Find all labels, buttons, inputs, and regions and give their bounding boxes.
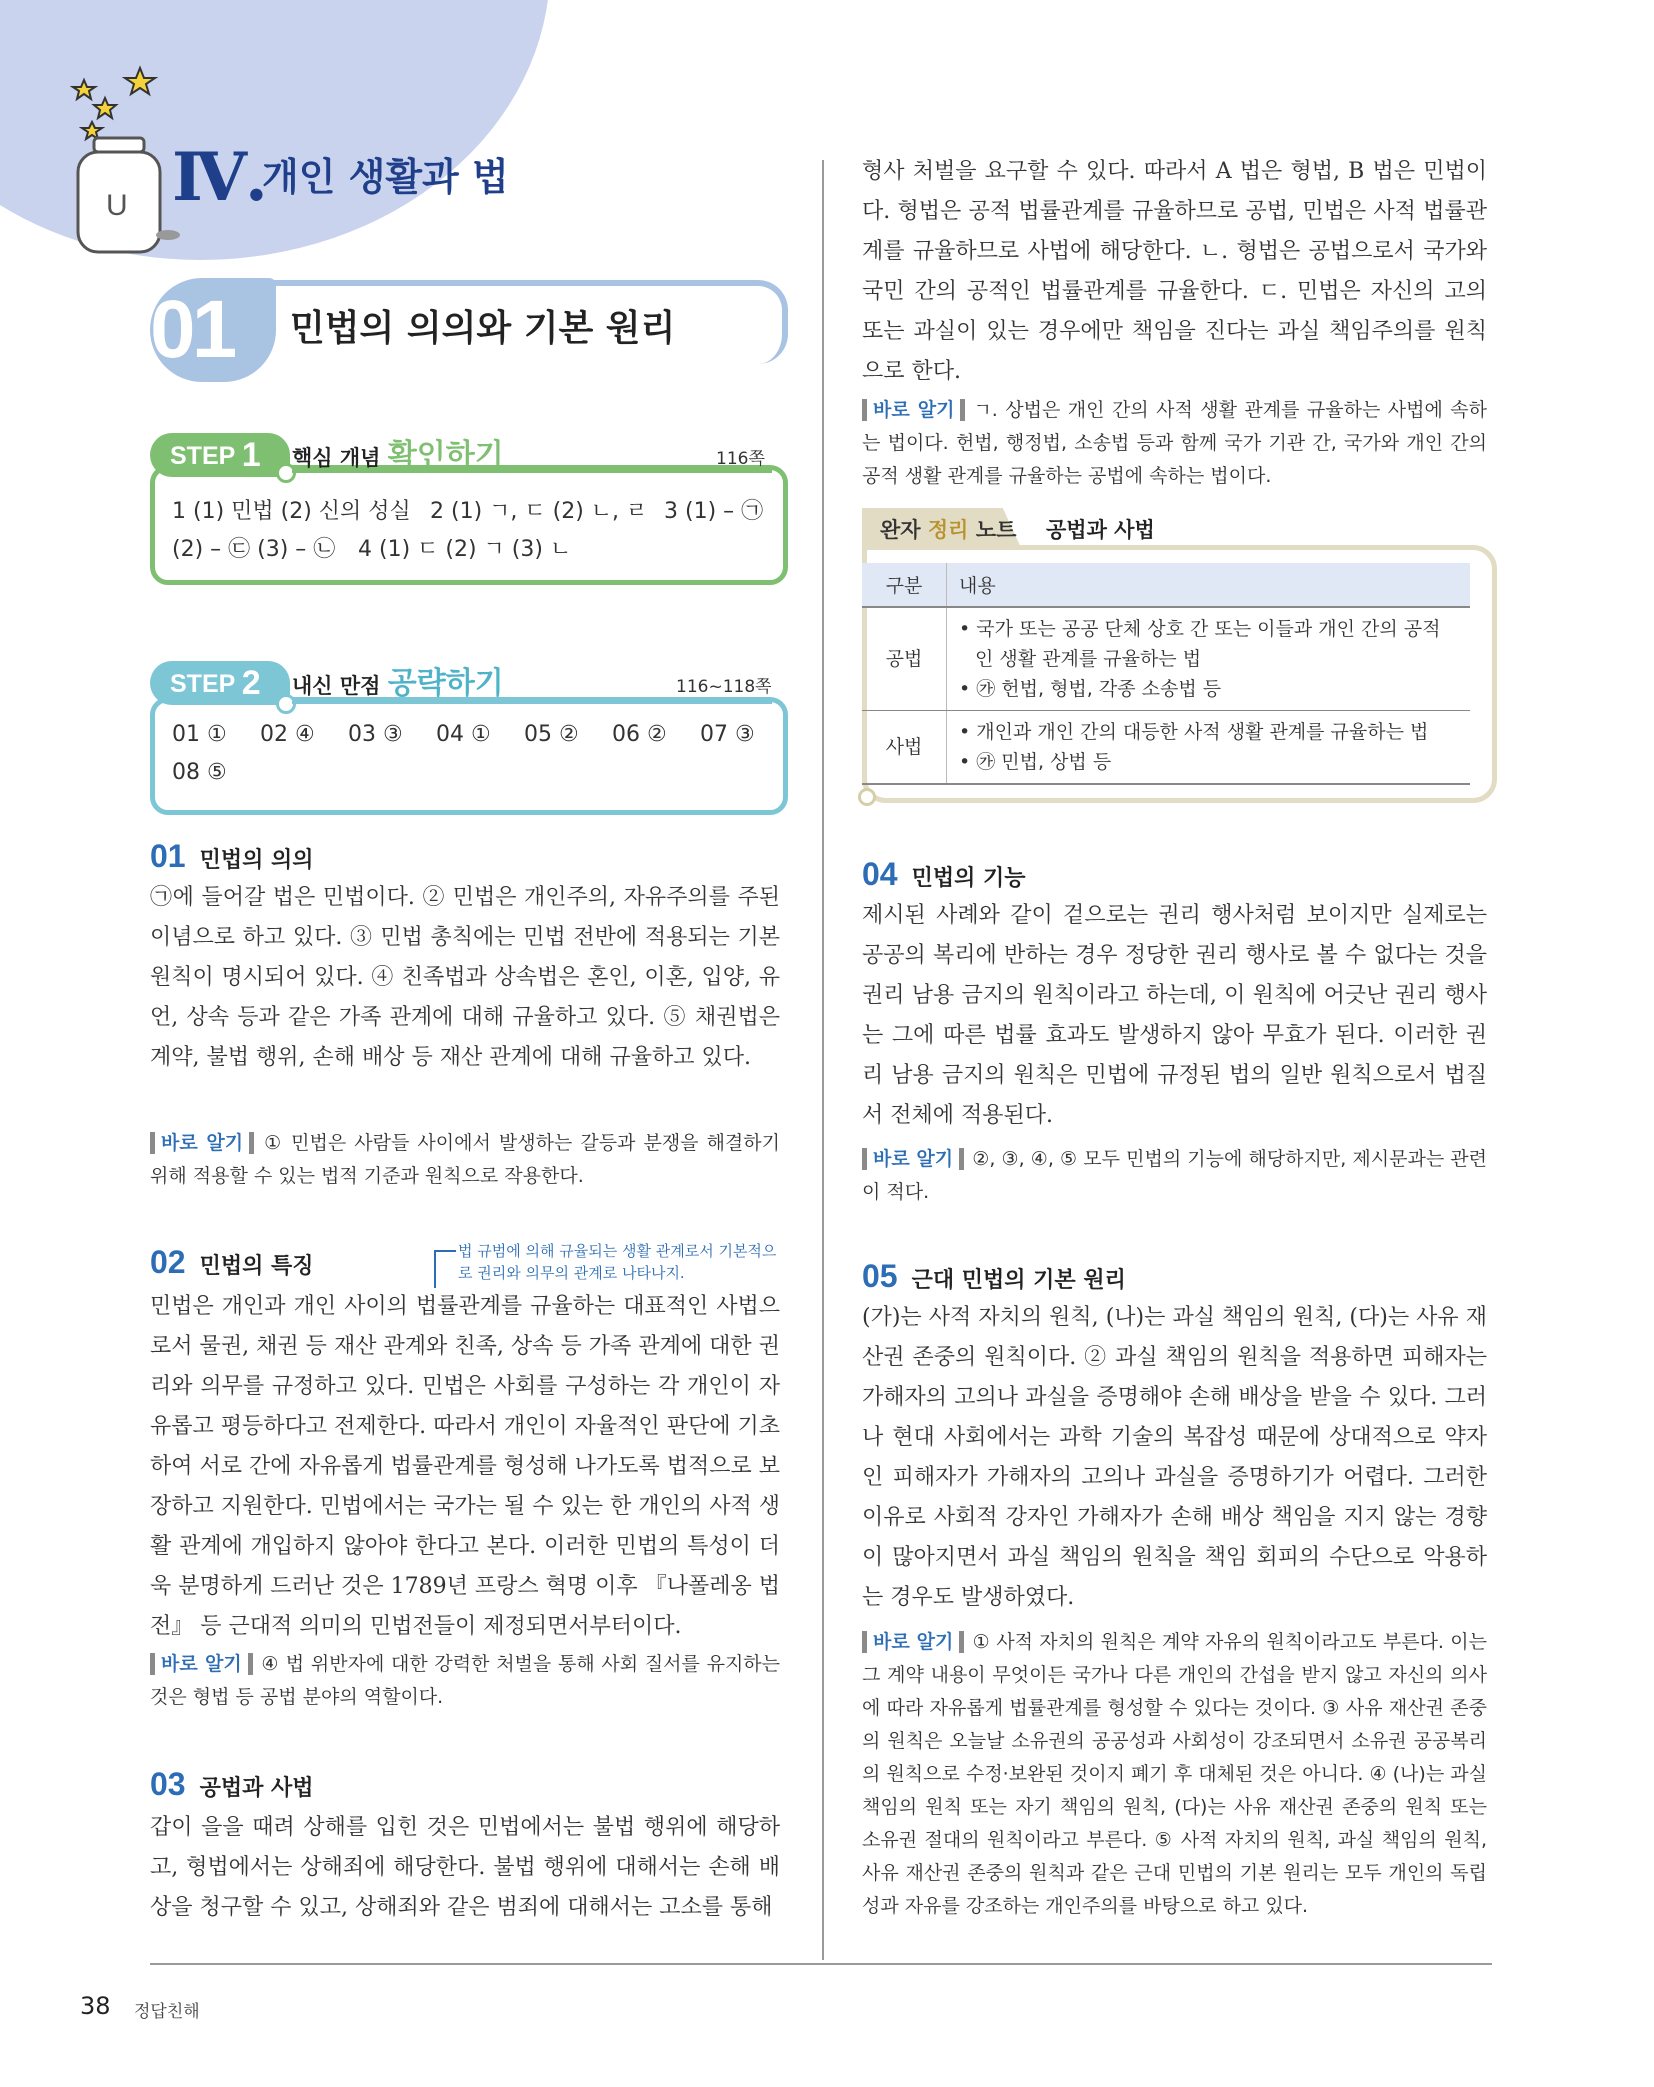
note-header-type: 구분 (862, 563, 947, 607)
step1-page: 116쪽 (716, 449, 765, 469)
tip-text: ㄱ. 상법은 개인 간의 사적 생활 관계를 규율하는 사법에 속하는 법이다. 헌법, 행정법, 소송법 등과 함께 국가 기관 간, 국가와 개인 간의 공적 생활 관계를 규율하는 공법에 속하는 법이다. (862, 399, 1487, 487)
note-tab-pre: 완자 (880, 518, 928, 542)
lesson-title: 민법의 의의와 기본 원리 (290, 308, 676, 349)
section-02-heading (150, 1244, 314, 1281)
step1-tab-number: 1 (241, 436, 261, 474)
section-04-tip (862, 1143, 1487, 1209)
annotation-pointer (434, 1250, 456, 1288)
note-tab-label (880, 514, 1016, 544)
note-row-content (947, 711, 1471, 785)
section-05-body: (가)는 사적 자치의 원칙, (나)는 과실 책임의 원칙, (다)는 사유 재산권 존중의 원칙이다. ② 과실 책임의 원칙을 적용하면 피해자는 가해자의 고의나 과실을 증명해야 손해 배상을 받을 수 있다. 그러나 현대 사회에서는 과학 기술의 복잡성 때문에 상대적으로 약자인 피해자가 가해자의 고의나 과실을 증명하기가 어렵다. 그러한 이유로 사회적 강자인 가해자가 손해 배상 책임을 지지 않는 경향이 많아지면서 과실 책임의 원칙을 책임 회피의 수단으로 악용하는 경우도 발생하였다. (862, 1305, 1487, 1610)
note-table (862, 563, 1470, 785)
step2-tab (150, 661, 290, 705)
section-02-tip (150, 1648, 780, 1714)
section-03-heading (150, 1766, 314, 1803)
step1-label: 핵심 개념 (292, 446, 381, 470)
section-number: 04 (862, 856, 898, 892)
tip-label: 바로 알기 (150, 1653, 253, 1675)
step1-highlight: 확인하기 (387, 438, 504, 473)
section-number: 03 (150, 1766, 186, 1802)
step2-answer: 01 ① (172, 722, 227, 747)
note-item: • 개인과 개인 간의 대등한 사적 생활 관계를 규율하는 법 (959, 721, 1429, 743)
section-title: 민법의 기능 (911, 866, 1026, 891)
unit-numeral: Ⅳ. (172, 138, 266, 216)
star-jar-icon (70, 60, 180, 260)
tip-text: ④ 법 위반자에 대한 강력한 처벌을 통해 사회 질서를 유지하는 것은 형법 등 공법 분야의 역할이다. (150, 1653, 781, 1708)
section-number: 05 (862, 1258, 898, 1294)
section-number: 02 (150, 1244, 186, 1280)
section-02-body: 민법은 개인과 개인 사이의 법률관계를 규율하는 대표적인 사법으로서 물권, 채권 등 재산 관계와 친족, 상속 등 가족 관계에 대한 권리와 의무를 규정하고 있다. 민법은 사회를 구성하는 각 개인이 자유롭고 평등하다고 전제한다. 따라서 개인이 자율적인 판단에 기초하여 서로 간에 자유롭게 법률관계를 형성해 나가도록 법적으로 보장하고 지원한다. 민법에서는 국가는 될 수 있는 한 개인의 사적 생활 관계에 개입하지 않아야 한다고 본다. 이러한 민법의 특성이 더욱 분명하게 드러난 것은 1789년 프랑스 혁명 이후 『나폴레옹 법전』 등 근대적 의미의 민법전들이 제정되면서부터이다. (150, 1294, 780, 1639)
note-tab-highlight: 정리 (927, 518, 969, 542)
step2-heading (292, 658, 504, 702)
note-table-row (862, 607, 1470, 711)
step1-tab (150, 433, 290, 477)
tip-label: 바로 알기 (862, 399, 965, 421)
section-04-heading (862, 856, 1026, 893)
tip-text: ②, ③, ④, ⑤ 모두 민법의 기능에 해당하지만, 제시문과는 관련이 적다. (862, 1148, 1488, 1203)
note-tab-post: 노트 (968, 518, 1017, 542)
step1-answer: 4 (1) ㄷ (2) ㄱ (3) ㄴ (358, 537, 572, 562)
section-05-tip (862, 1626, 1487, 1923)
section-03-body-right: 형사 처벌을 요구할 수 있다. 따라서 A 법은 형법, B 법은 민법이다. 형법은 공적 법률관계를 규율하므로 공법, 민법은 사적 법률관계를 규율하므로 사법에 해당한다. ㄴ. 형법은 공법으로서 국가와 국민 간의 공적인 법률관계를 규율한다. ㄷ. 민법은 자신의 고의 또는 과실이 있는 경우에만 책임을 진다는 과실 책임주의를 원칙으로 한다. (862, 159, 1487, 384)
lesson-number: 01 (150, 284, 234, 375)
unit-title: 개인 생활과 법 (262, 155, 509, 199)
step2-answer: 08 ⑤ (172, 760, 227, 785)
section-03-tip (862, 394, 1487, 493)
section-03-body-left: 갑이 을을 때려 상해를 입힌 것은 민법에서는 불법 행위에 해당하고, 형법에서는 상해죄에 해당한다. 불법 행위에 대해서는 손해 배상을 청구할 수 있고, 상해죄와 같은 범죄에 대해서는 고소를 통해 (150, 1815, 780, 1920)
footer-rule (150, 1963, 1492, 1965)
section-title: 근대 민법의 기본 원리 (911, 1268, 1126, 1293)
step2-answer: 03 ③ (348, 722, 403, 747)
tip-label: 바로 알기 (862, 1148, 964, 1170)
note-row-type: 공법 (862, 607, 947, 711)
step1-answer: (2) – ㉢ (3) – ㉡ (172, 537, 336, 562)
note-table-header (862, 563, 1470, 607)
note-table-row (862, 711, 1470, 785)
step1-answer: 2 (1) ㄱ, ㄷ (2) ㄴ, ㄹ (430, 499, 648, 524)
note-item: • 국가 또는 공공 단체 상호 간 또는 이들과 개인 간의 공적인 생활 관계를 규율하는 법 (959, 618, 1441, 670)
section-01-heading (150, 838, 314, 875)
tip-label: 바로 알기 (862, 1631, 964, 1653)
note-connector-dot (858, 788, 876, 806)
step2-highlight: 공략하기 (387, 666, 504, 701)
tip-text: ① 사적 자치의 원칙은 계약 자유의 원칙이라고도 부른다. 이는 그 계약 내용이 무엇이든 국가나 다른 개인의 간섭을 받지 않고 자신의 의사에 따라 자유롭게 법률관계를 형성할 수 있다는 것이다. ③ 사유 재산권 존중의 원칙은 오늘날 소유권의 공공성과 사회성이 강조되면서 소유권 공공복리의 원칙으로 수정·보완된 것이지 폐기 후 대체된 것은 아니다. ④ (나)는 과실 책임의 원칙 또는 자기 책임의 원칙, (다)는 사유 재산권 존중의 원칙 또는 소유권 절대의 원칙이라고 부른다. ⑤ 사적 자치의 원칙, 과실 책임의 원칙, 사유 재산권 존중의 원칙과 같은 근대 민법의 기본 원리는 모두 개인의 독립성과 자유를 강조하는 개인주의를 바탕으로 하고 있다. (862, 1631, 1487, 1917)
step2-label: 내신 만점 (292, 674, 381, 698)
step1-heading (292, 430, 504, 474)
step1-tab-word: STEP (170, 442, 235, 470)
step2-answer: 04 ① (436, 722, 491, 747)
section-05-heading (862, 1258, 1126, 1295)
column-divider (822, 160, 824, 1960)
step1-answer: 1 (1) 민법 (2) 신의 성실 (172, 499, 411, 524)
section-01-body: ㉠에 들어갈 법은 민법이다. ② 민법은 개인주의, 자유주의를 주된 이념으로 하고 있다. ③ 민법 총칙에는 민법 전반에 적용되는 기본 원칙이 명시되어 있다. ④ 친족법과 상속법은 혼인, 이혼, 입양, 유언, 상속 등과 같은 가족 관계에 대해 규율하고 있다. ⑤ 채권법은 계약, 불법 행위, 손해 배상 등 재산 관계에 대해 규율하고 있다. (150, 885, 780, 1070)
tip-text: ① 민법은 사람들 사이에서 발생하는 갈등과 분쟁을 해결하기 위해 적용할 수 있는 법적 기준과 원칙으로 작용한다. (150, 1132, 780, 1187)
step2-tab-word: STEP (170, 670, 235, 698)
section-title: 공법과 사법 (199, 1776, 314, 1801)
section-02-annotation: 법 규범에 의해 규율되는 생활 관계로서 기본적으로 권리와 의무의 관계로 나타나지. (458, 1242, 777, 1282)
note-item: • ㉮ 민법, 상법 등 (959, 751, 1112, 773)
step2-box (150, 697, 788, 815)
note-subtitle: 공법과 사법 (1046, 518, 1155, 542)
section-04-body: 제시된 사례와 같이 겉으로는 권리 행사처럼 보이지만 실제로는 공공의 복리에 반하는 경우 정당한 권리 행사로 볼 수 없다는 것을 권리 남용 금지의 원칙이라고 하는데, 이 원칙에 어긋난 권리 행사는 그에 따른 법률 효과도 발생하지 않아 무효가 된다. 이러한 권리 남용 금지의 원칙은 민법에 규정된 법의 일반 원칙으로서 법질서 전체에 적용된다. (862, 903, 1487, 1128)
step2-page: 116~118쪽 (676, 677, 772, 697)
step2-answer: 02 ④ (260, 722, 315, 747)
step2-answer: 05 ② (524, 722, 579, 747)
footer-label: 정답친해 (134, 2002, 200, 2022)
note-header-content: 내용 (947, 563, 1471, 607)
section-title: 민법의 의의 (199, 848, 314, 873)
note-row-content (947, 607, 1471, 711)
step2-answer: 07 ③ (700, 722, 755, 747)
step1-box (150, 465, 788, 585)
note-item: • ㉮ 헌법, 형법, 각종 소송법 등 (959, 678, 1222, 700)
step2-tab-number: 2 (241, 664, 261, 702)
step2-answer: 06 ② (612, 722, 667, 747)
section-title: 민법의 특징 (199, 1254, 314, 1279)
tip-label: 바로 알기 (150, 1132, 254, 1154)
section-number: 01 (150, 838, 186, 874)
page-number: 38 (80, 1992, 111, 2020)
section-01-tip (150, 1127, 780, 1193)
step1-answer: 3 (1) – ㉠ (664, 499, 764, 524)
note-row-type: 사법 (862, 711, 947, 785)
svg-text:U: U (106, 189, 128, 222)
